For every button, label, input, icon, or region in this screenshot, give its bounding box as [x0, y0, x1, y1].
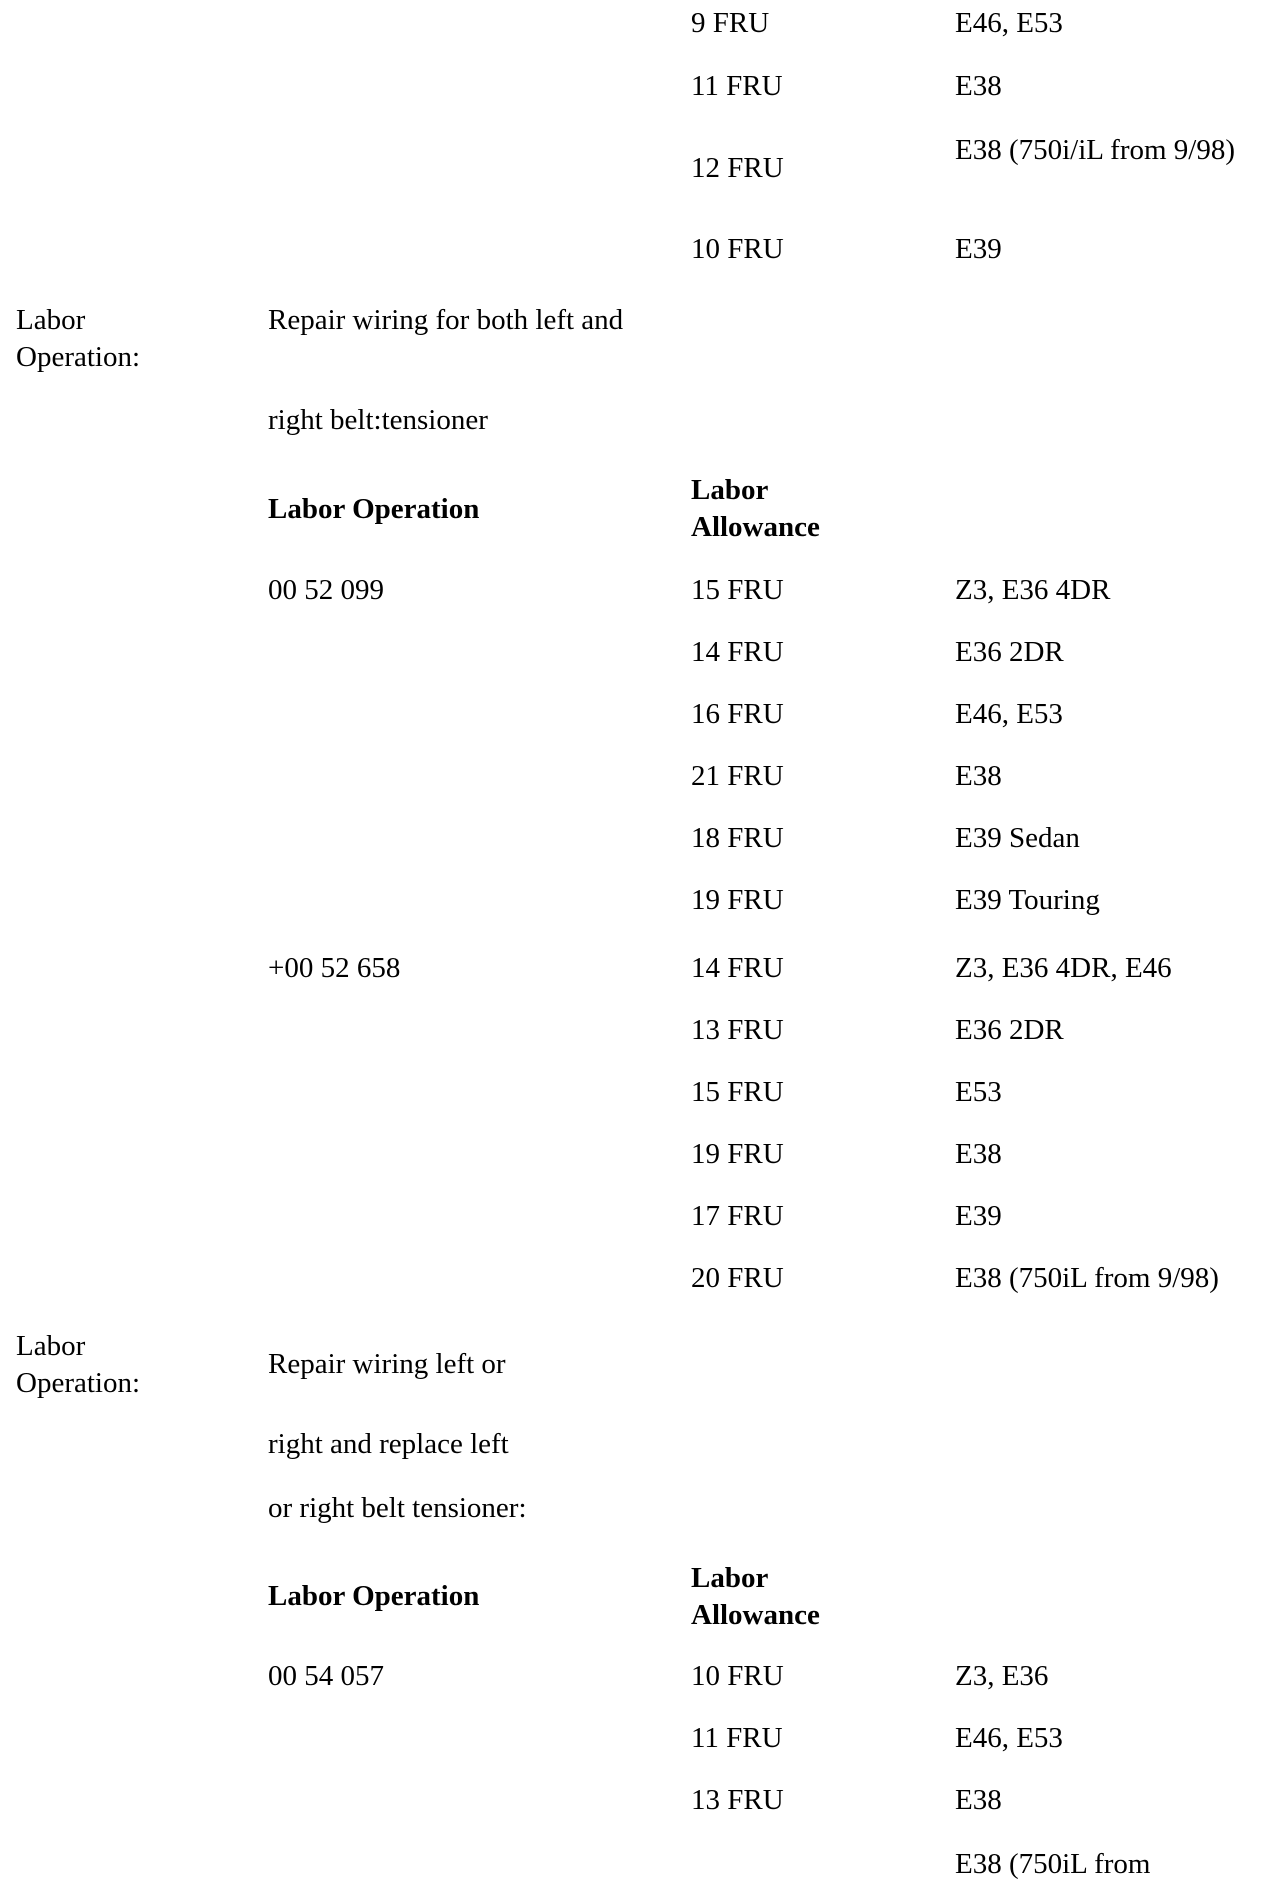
models-cell: E38: [955, 70, 1002, 102]
operation-description: right belt:tensioner: [268, 404, 488, 436]
allowance-cell: 14 FRU: [691, 952, 784, 984]
allowance-cell: 10 FRU: [691, 1660, 784, 1692]
models-cell: E38: [955, 1784, 1002, 1816]
models-cell: E39 Sedan: [955, 822, 1080, 854]
column-header-labor-operation: Labor Operation: [268, 493, 480, 525]
allowance-cell: 12 FRU: [691, 152, 784, 184]
column-header-labor-allowance: Labor Allowance: [691, 1562, 820, 1631]
section-label: Labor Operation:: [16, 1330, 141, 1399]
section-label: Labor Operation:: [16, 304, 141, 373]
allowance-cell: 13 FRU: [691, 1784, 784, 1816]
allowance-cell: 15 FRU: [691, 574, 784, 606]
operation-description: right and replace left: [268, 1428, 509, 1460]
models-cell: E38: [955, 1138, 1002, 1170]
models-cell: E46, E53: [955, 698, 1063, 730]
allowance-cell: 18 FRU: [691, 822, 784, 854]
allowance-cell: 21 FRU: [691, 760, 784, 792]
allowance-cell: 19 FRU: [691, 884, 784, 916]
column-header-labor-allowance: Labor Allowance: [691, 474, 820, 543]
labor-operation-code: 00 52 099: [268, 574, 384, 606]
labor-operation-code: +00 52 658: [268, 952, 401, 984]
operation-description: Repair wiring left or: [268, 1348, 506, 1380]
labor-operation-code: 00 54 057: [268, 1660, 384, 1692]
models-cell: E39: [955, 1200, 1002, 1232]
allowance-cell: 10 FRU: [691, 233, 784, 265]
allowance-cell: 11 FRU: [691, 1722, 783, 1754]
models-cell: E46, E53: [955, 1722, 1063, 1754]
allowance-cell: 20 FRU: [691, 1262, 784, 1294]
allowance-cell: 14 FRU: [691, 636, 784, 668]
models-cell: E46, E53: [955, 7, 1063, 39]
models-cell: E38 (750i/iL from 9/98): [955, 134, 1236, 166]
models-cell: E38 (750iL from: [955, 1848, 1151, 1880]
models-cell: E36 2DR: [955, 636, 1064, 668]
models-cell: Z3, E36 4DR: [955, 574, 1111, 606]
allowance-cell: 16 FRU: [691, 698, 784, 730]
models-cell: E39: [955, 233, 1002, 265]
allowance-cell: 17 FRU: [691, 1200, 784, 1232]
allowance-cell: 11 FRU: [691, 70, 783, 102]
models-cell: E39 Touring: [955, 884, 1100, 916]
models-cell: Z3, E36: [955, 1660, 1049, 1692]
models-cell: E36 2DR: [955, 1014, 1064, 1046]
models-cell: Z3, E36 4DR, E46: [955, 952, 1172, 984]
column-header-labor-operation: Labor Operation: [268, 1580, 480, 1612]
models-cell: E38 (750iL from 9/98): [955, 1262, 1219, 1294]
models-cell: E53: [955, 1076, 1002, 1108]
allowance-cell: 19 FRU: [691, 1138, 784, 1170]
allowance-cell: 9 FRU: [691, 7, 770, 39]
allowance-cell: 15 FRU: [691, 1076, 784, 1108]
operation-description: or right belt tensioner:: [268, 1492, 527, 1524]
operation-description: Repair wiring for both left and: [268, 304, 624, 336]
allowance-cell: 13 FRU: [691, 1014, 784, 1046]
models-cell: E38: [955, 760, 1002, 792]
